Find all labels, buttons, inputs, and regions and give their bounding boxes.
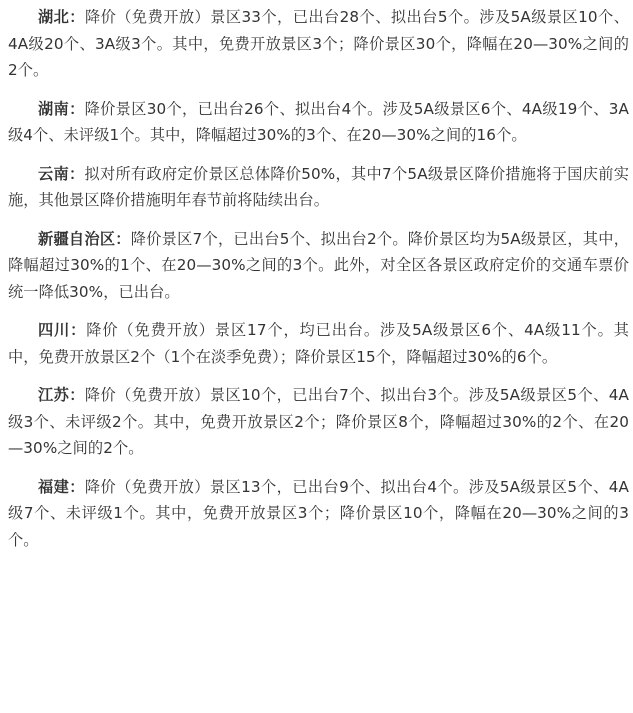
paragraph-xinjiang	[8, 226, 629, 306]
province-label: 四川：	[38, 321, 87, 339]
paragraph-sichuan	[8, 317, 629, 370]
paragraph-text: 降价景区7个，已出台5个、拟出台2个。降价景区均为5A级景区，其中，降幅超过30%的1个、在20—30%之间的3个。此外，对全区各景区政府定价的交通车票价统一降低30%，已出台。	[8, 229, 629, 301]
paragraph-text: 降价（免费开放）景区13个，已出台9个、拟出台4个。涉及5A级景区5个、4A级7个、未评级1个。其中，免费开放景区3个；降价景区10个，降幅在20—30%之间的3个。	[8, 477, 629, 549]
paragraph-text: 降价（免费开放）景区10个，已出台7个、拟出台3个。涉及5A级景区5个、4A级3个、未评级2个。其中，免费开放景区2个；降价景区8个，降幅超过30%的2个、在20—30%之间的2个。	[8, 386, 629, 457]
paragraph-text: 降价（免费开放）景区17个，均已出台。涉及5A级景区6个、4A级11个。其中，免费开放景区2个（1个在淡季免费）；降价景区15个，降幅超过30%的6个。	[8, 321, 629, 366]
province-label: 湖北：	[38, 8, 85, 26]
province-label: 云南：	[38, 164, 85, 183]
paragraph-text: 降价（免费开放）景区33个，已出台28个、拟出台5个。涉及5A级景区10个、4A级20个、3A级3个。其中，免费开放景区3个；降价景区30个，降幅在20—30%之间的2个。	[8, 8, 629, 79]
province-label: 湖南：	[38, 99, 85, 118]
paragraph-yunnan	[8, 161, 629, 214]
document-body	[0, 4, 633, 553]
paragraph-hubei	[8, 4, 629, 84]
province-label: 江苏：	[38, 386, 85, 404]
paragraph-jiangsu	[8, 382, 629, 462]
paragraph-fujian	[8, 474, 629, 554]
province-label: 福建：	[38, 477, 85, 496]
province-label: 新疆自治区：	[38, 229, 131, 248]
paragraph-text: 降价景区30个，已出台26个、拟出台4个。涉及5A级景区6个、4A级19个、3A级4个、未评级1个。其中，降幅超过30%的3个、在20—30%之间的16个。	[8, 99, 629, 144]
paragraph-hunan	[8, 96, 629, 149]
paragraph-text: 拟对所有政府定价景区总体降价50%，其中7个5A级景区降价措施将于国庆前实施，其他景区降价措施明年春节前将陆续出台。	[8, 164, 629, 209]
